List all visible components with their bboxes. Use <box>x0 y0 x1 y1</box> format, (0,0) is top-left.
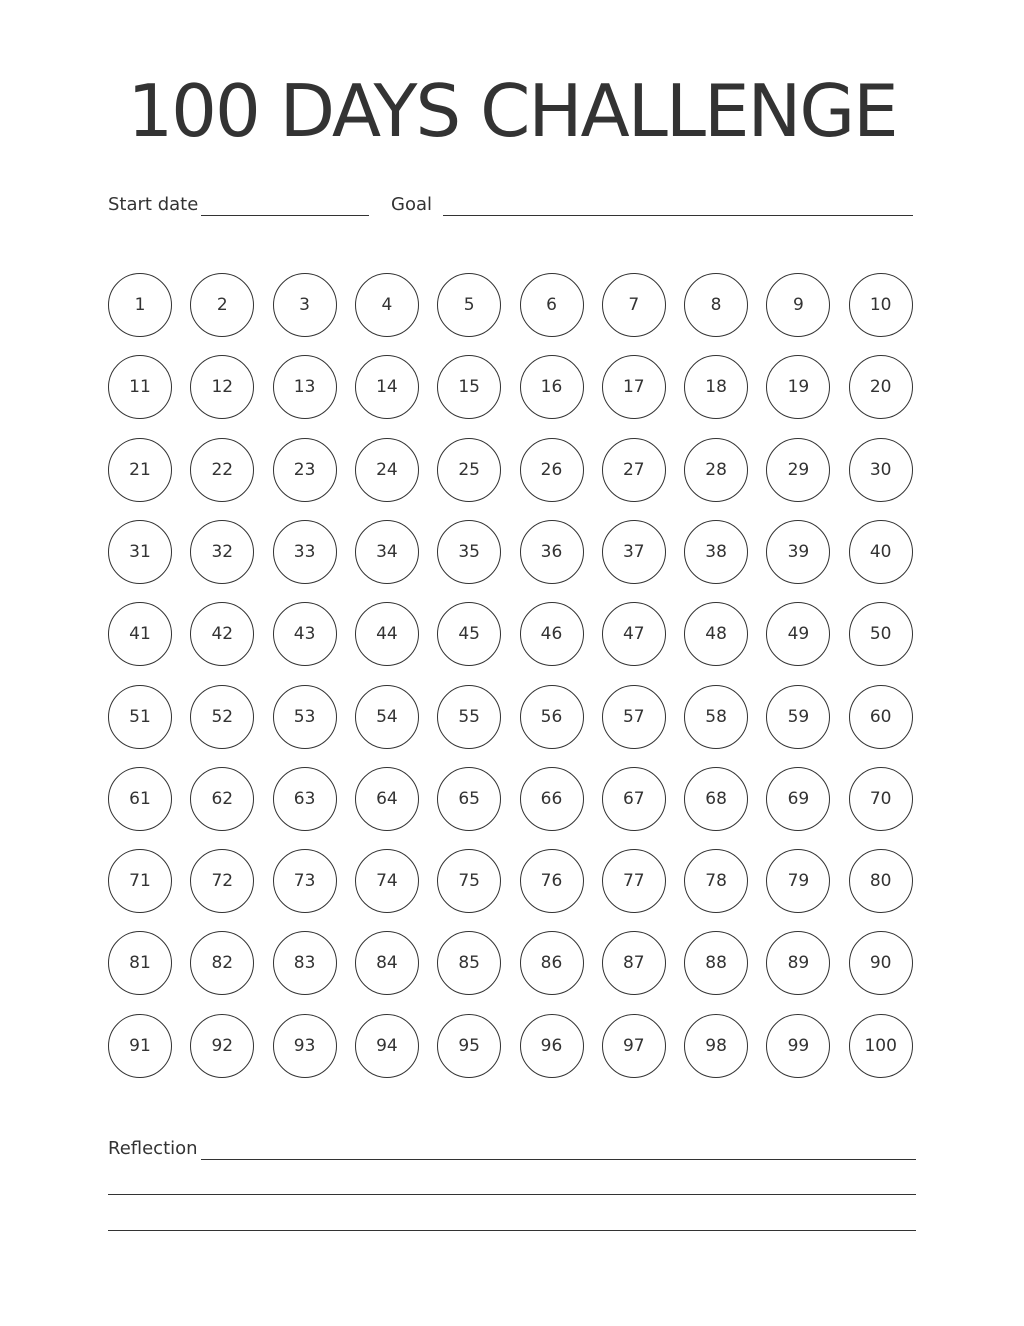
day-circle[interactable]: 8 <box>684 273 748 337</box>
day-circle[interactable]: 92 <box>190 1014 254 1078</box>
day-circle[interactable]: 95 <box>437 1014 501 1078</box>
day-circle[interactable]: 60 <box>849 685 913 749</box>
day-circle[interactable]: 81 <box>108 931 172 995</box>
day-circle[interactable]: 38 <box>684 520 748 584</box>
day-circle[interactable]: 53 <box>273 685 337 749</box>
day-circle[interactable]: 54 <box>355 685 419 749</box>
day-circle[interactable]: 15 <box>437 355 501 419</box>
day-circle[interactable]: 78 <box>684 849 748 913</box>
day-circle[interactable]: 63 <box>273 767 337 831</box>
day-circle[interactable]: 59 <box>766 685 830 749</box>
day-circle[interactable]: 40 <box>849 520 913 584</box>
day-circle[interactable]: 84 <box>355 931 419 995</box>
day-circle[interactable]: 75 <box>437 849 501 913</box>
day-circle[interactable]: 17 <box>602 355 666 419</box>
day-circle[interactable]: 83 <box>273 931 337 995</box>
day-circle[interactable]: 11 <box>108 355 172 419</box>
day-circle[interactable]: 9 <box>766 273 830 337</box>
day-circle[interactable]: 50 <box>849 602 913 666</box>
day-circle[interactable]: 68 <box>684 767 748 831</box>
day-circle[interactable]: 52 <box>190 685 254 749</box>
day-circle[interactable]: 36 <box>520 520 584 584</box>
goal-label: Goal <box>391 194 432 215</box>
day-circle[interactable]: 5 <box>437 273 501 337</box>
day-circle[interactable]: 35 <box>437 520 501 584</box>
day-circle[interactable]: 69 <box>766 767 830 831</box>
day-circle[interactable]: 43 <box>273 602 337 666</box>
page-title: 100 DAYS CHALLENGE <box>127 69 897 153</box>
day-circle[interactable]: 18 <box>684 355 748 419</box>
day-circle[interactable]: 86 <box>520 931 584 995</box>
day-circle[interactable]: 56 <box>520 685 584 749</box>
day-circle[interactable]: 62 <box>190 767 254 831</box>
day-circle[interactable]: 42 <box>190 602 254 666</box>
day-circle[interactable]: 41 <box>108 602 172 666</box>
day-circle[interactable]: 85 <box>437 931 501 995</box>
day-circle[interactable]: 91 <box>108 1014 172 1078</box>
day-circle[interactable]: 99 <box>766 1014 830 1078</box>
day-circle[interactable]: 27 <box>602 438 666 502</box>
day-circle[interactable]: 34 <box>355 520 419 584</box>
day-circle[interactable]: 61 <box>108 767 172 831</box>
day-circle[interactable]: 33 <box>273 520 337 584</box>
reflection-line[interactable] <box>108 1194 916 1195</box>
day-circle[interactable]: 2 <box>190 273 254 337</box>
day-circle[interactable]: 58 <box>684 685 748 749</box>
day-circle[interactable]: 10 <box>849 273 913 337</box>
day-circle[interactable]: 100 <box>849 1014 913 1078</box>
day-circle[interactable]: 67 <box>602 767 666 831</box>
start-date-field[interactable] <box>201 215 369 216</box>
day-circle[interactable]: 72 <box>190 849 254 913</box>
day-circle[interactable]: 3 <box>273 273 337 337</box>
day-circle[interactable]: 4 <box>355 273 419 337</box>
day-tracker-grid <box>108 273 916 1081</box>
day-circle[interactable]: 47 <box>602 602 666 666</box>
day-circle[interactable]: 57 <box>602 685 666 749</box>
day-circle[interactable]: 23 <box>273 438 337 502</box>
day-circle[interactable]: 48 <box>684 602 748 666</box>
day-circle[interactable]: 26 <box>520 438 584 502</box>
day-circle[interactable]: 82 <box>190 931 254 995</box>
day-circle[interactable]: 20 <box>849 355 913 419</box>
day-circle[interactable]: 44 <box>355 602 419 666</box>
day-circle[interactable]: 90 <box>849 931 913 995</box>
day-circle[interactable]: 21 <box>108 438 172 502</box>
day-circle[interactable]: 97 <box>602 1014 666 1078</box>
day-circle[interactable]: 16 <box>520 355 584 419</box>
reflection-line[interactable] <box>108 1230 916 1231</box>
day-circle[interactable]: 24 <box>355 438 419 502</box>
day-circle[interactable]: 19 <box>766 355 830 419</box>
day-circle[interactable]: 12 <box>190 355 254 419</box>
day-circle[interactable]: 39 <box>766 520 830 584</box>
day-circle[interactable]: 89 <box>766 931 830 995</box>
day-circle[interactable]: 28 <box>684 438 748 502</box>
day-circle[interactable]: 96 <box>520 1014 584 1078</box>
day-circle[interactable]: 94 <box>355 1014 419 1078</box>
day-circle[interactable]: 77 <box>602 849 666 913</box>
day-circle[interactable]: 66 <box>520 767 584 831</box>
day-circle[interactable]: 7 <box>602 273 666 337</box>
day-circle[interactable]: 30 <box>849 438 913 502</box>
day-circle[interactable]: 13 <box>273 355 337 419</box>
day-circle[interactable]: 37 <box>602 520 666 584</box>
day-circle[interactable]: 29 <box>766 438 830 502</box>
day-circle[interactable]: 32 <box>190 520 254 584</box>
goal-field[interactable] <box>443 215 913 216</box>
day-circle[interactable]: 25 <box>437 438 501 502</box>
day-circle[interactable]: 70 <box>849 767 913 831</box>
day-circle[interactable]: 65 <box>437 767 501 831</box>
day-circle[interactable]: 80 <box>849 849 913 913</box>
day-circle[interactable]: 98 <box>684 1014 748 1078</box>
day-circle[interactable]: 64 <box>355 767 419 831</box>
day-circle[interactable]: 14 <box>355 355 419 419</box>
day-circle[interactable]: 73 <box>273 849 337 913</box>
day-circle[interactable]: 49 <box>766 602 830 666</box>
day-circle[interactable]: 55 <box>437 685 501 749</box>
day-circle[interactable]: 79 <box>766 849 830 913</box>
day-circle[interactable]: 22 <box>190 438 254 502</box>
start-date-label: Start date <box>108 194 199 215</box>
day-circle[interactable]: 93 <box>273 1014 337 1078</box>
day-circle[interactable]: 74 <box>355 849 419 913</box>
reflection-line[interactable] <box>201 1159 916 1160</box>
day-circle[interactable]: 1 <box>108 273 172 337</box>
day-circle[interactable]: 76 <box>520 849 584 913</box>
day-circle[interactable]: 87 <box>602 931 666 995</box>
day-circle[interactable]: 51 <box>108 685 172 749</box>
day-circle[interactable]: 88 <box>684 931 748 995</box>
day-circle[interactable]: 6 <box>520 273 584 337</box>
day-circle[interactable]: 71 <box>108 849 172 913</box>
day-circle[interactable]: 45 <box>437 602 501 666</box>
reflection-label: Reflection <box>108 1138 198 1159</box>
day-circle[interactable]: 46 <box>520 602 584 666</box>
day-circle[interactable]: 31 <box>108 520 172 584</box>
